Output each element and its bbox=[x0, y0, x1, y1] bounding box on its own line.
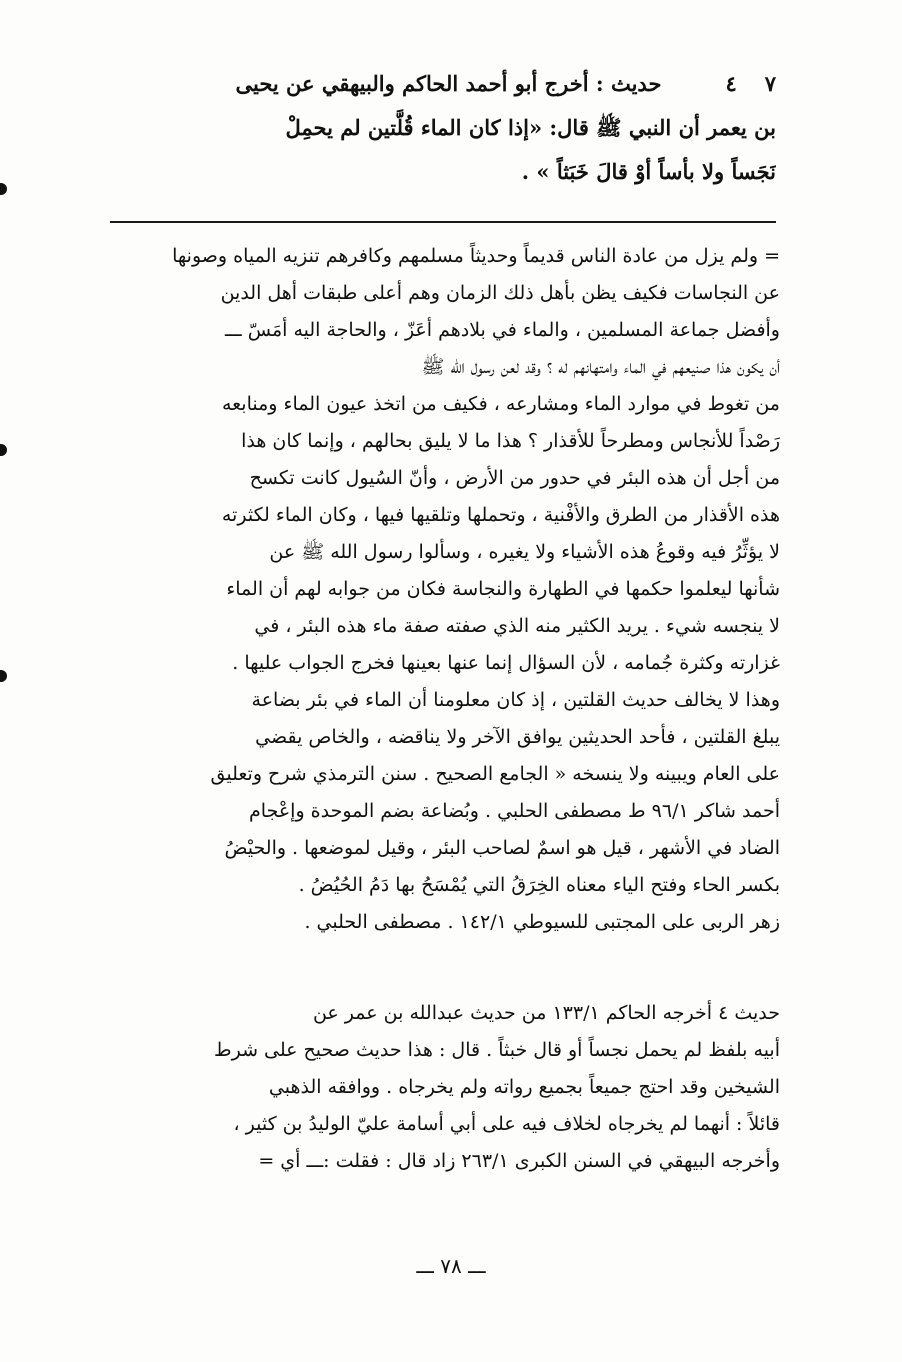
paragraph-line: الشيخين وقد احتج جميعاً بجميع رواته ولم يخرجاه . ووافقه الذهبي bbox=[268, 1076, 780, 1098]
header-text-1: حديث : أخرج أبو أحمد الحاكم والبيهقي عن يحيى bbox=[235, 71, 662, 96]
footnote-line: بكسر الحاء وفتح الياء معناه الخِرَقُ التي يُمْسَحُ بها دَمُ الحُيُضُ . bbox=[298, 874, 780, 896]
footnote-line: رَصْداً للأنجاس ومطرحاً للأقذار ؟ هذا ما لا يليق بحالهم ، وإنما كان هذا bbox=[241, 430, 780, 452]
footnote-line: هذه الأقذار من الطرق والأفْنية ، وتحملها وتلقيها فيها ، وكان الماء لكثرته bbox=[221, 504, 780, 526]
footnote-line: أحمد شاكر ٩٦/١ ط مصطفى الحلبي . وبُضاعة بضم الموحدة وإعْجام bbox=[249, 800, 780, 822]
paragraph-line: حديث ٤ أخرجه الحاكم ١٣٣/١ من حديث عبدالله بن عمر عن bbox=[312, 1002, 780, 1024]
header-line-3: نَجَساً ولا بأساً أوْ قالَ خَبَثاً » . bbox=[521, 159, 776, 184]
takhrij-paragraph bbox=[108, 995, 780, 1180]
footnote-line: غزارته وكثرة جُمامه ، لأن السؤال إنما عنها بعينها فخرج الجواب عليها . bbox=[232, 652, 780, 674]
left-edge-mark-3 bbox=[0, 670, 7, 682]
paragraph-line: أبيه بلفظ لم يحمل نجساً أو قال خبثاً . قال : هذا حديث صحيح على شرط bbox=[214, 1039, 780, 1061]
footnote-line: الضاد في الأشهر ، قيل هو اسمٌ لصاحب البئر ، وقيل لموضعها . والحيْضُ bbox=[224, 837, 780, 859]
paragraph-line: وأخرجه البيهقي في السنن الكبرى ٢٦٣/١ زاد قال : فقلت :ـــ أي = bbox=[258, 1150, 780, 1172]
header-number-left: ٤ bbox=[725, 71, 737, 96]
hadith-header bbox=[100, 62, 776, 194]
footnote-line: من تغوط في موارد الماء ومشارعه ، فكيف من اتخذ عيون الماء ومنابعه bbox=[221, 393, 780, 415]
page-number: ـــ ٧٨ ـــ bbox=[416, 1254, 486, 1278]
footnote-line: عن النجاسات فكيف يظن بأهل ذلك الزمان وهم أعلى طبقات أهل الدين bbox=[220, 282, 780, 304]
footnote-line: من أجل أن هذه البئر في حدور من الأرض ، وأنّ السُيول كانت تكسح bbox=[249, 467, 780, 489]
footnote-line: زهر الربى على المجتبى للسيوطي ١٤٢/١ . مصطفى الحلبي . bbox=[304, 911, 780, 933]
footnote-line: شأنها ليعلموا حكمها في الطهارة والنجاسة فكان من جوابه لهم أن الماء bbox=[226, 578, 780, 600]
header-line-1 bbox=[100, 62, 776, 106]
footnote-line: على العام ويبينه ولا ينسخه « الجامع الصحيح . سنن الترمذي شرح وتعليق bbox=[210, 763, 780, 785]
footnote-divider bbox=[110, 221, 776, 223]
header-line-2: بن يعمر أن النبي ﷺ قال: «إذا كان الماء قُلَّتين لم يحمِلْ bbox=[285, 115, 776, 140]
left-edge-mark-1 bbox=[0, 183, 7, 195]
footnote-line: وهذا لا يخالف حديث القلتين ، إذ كان معلومنا أن الماء في بئر بضاعة bbox=[251, 689, 780, 711]
footnote-block bbox=[108, 238, 780, 941]
footnote-line: لا ينجسه شيء . يريد الكثير منه الذي صفته صفة ماء هذه البئر ، في bbox=[254, 615, 780, 637]
footnote-line: لا يؤثِّرُ فيه وقوعُ هذه الأشياء ولا يغيره ، وسألوا رسول الله ﷺ عن bbox=[269, 541, 780, 563]
footnote-line: = ولم يزل من عادة الناس قديماً وحديثاً مسلمهم وكافرهم تنزيه المياه وصونها bbox=[172, 245, 780, 267]
paragraph-line: قائلاً : أنهما لم يخرجاه لخلاف فيه على أبي أسامة عليّ الوليدُ بن كثير ، bbox=[233, 1113, 780, 1135]
footnote-line: وأفضل جماعة المسلمين ، والماء في بلادهم أعَزّ ، والحاجة اليه أمَسّ ـــ bbox=[225, 319, 780, 341]
footnote-line: يبلغ القلتين ، فأحد الحديثين يوافق الآخر ولا يناقضه ، والخاص يقضي bbox=[255, 726, 780, 748]
footnote-line: أن يكون هذا صنيعهم في الماء وامتهانهم له ؟ وقد لعن رسول الله ﷺ bbox=[421, 356, 780, 378]
header-number-right: ٧ bbox=[764, 71, 776, 96]
left-edge-mark-2 bbox=[0, 444, 7, 456]
